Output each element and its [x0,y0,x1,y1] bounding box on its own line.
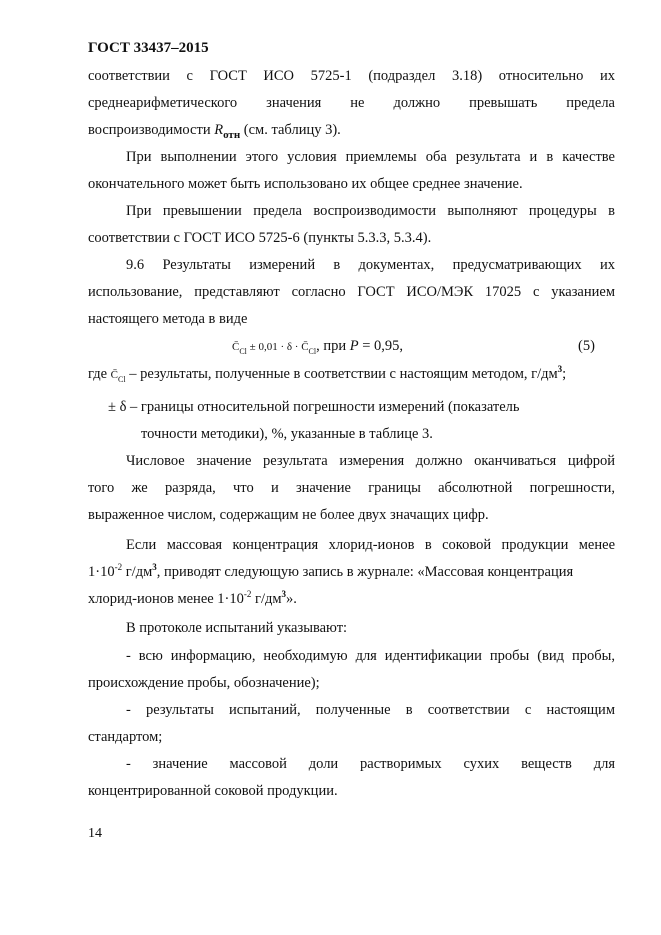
list-item: - результаты испытаний, полученные в соответствии с настоящим [126,702,615,718]
formula-value: = 0,95, [358,338,404,354]
page-number: 14 [88,826,102,841]
list-item-continuation: стандартом; [88,729,163,745]
text-fragment: воспроизводимости [88,122,215,138]
symbol-subscript: отн [223,128,241,141]
text-fragment: г/дм [251,591,282,607]
text-line: Числовое значение результата измерения должно оканчиваться цифрой [126,453,615,469]
text-line: соответствии с ГОСТ ИСО 5725-6 (пункты 5.3.3, 5.3.4). [88,230,432,246]
superscript: 3 [281,589,287,600]
list-item-continuation: происхождение пробы, обозначение); [88,675,320,691]
text-fragment: хлорид-ионов менее 1·10 [88,591,244,607]
text-fragment: 1·10 [88,564,115,580]
text-line: В протоколе испытаний указывают: [126,620,348,636]
text-fragment: ; [562,366,567,382]
definition-line [88,365,615,389]
text-line [88,590,615,608]
definition-line: ± δ – границы относительной погрешности измерений (показатель [108,399,520,415]
text-line: использование, представляют согласно ГОСТ ИСО/МЭК 17025 с указанием [88,284,615,300]
text-fragment: где [88,366,111,382]
text-line [88,121,615,144]
list-item: - всю информацию, необходимую для идентификации пробы (вид пробы, [126,648,615,664]
formula-symbol: C̄ [301,341,309,353]
formula-number: (5) [578,338,595,354]
text-fragment: – результаты, полученные в соответствии с настоящим методом, г/дм [125,366,558,382]
formula [232,338,403,356]
superscript: 3 [557,364,563,375]
formula-p: P [349,338,359,354]
formula-text: , при [316,338,350,354]
text-fragment: (см. таблицу 3). [240,122,341,138]
symbol-r: R [214,122,224,138]
text-line: среднеарифметического значения не должно превышать предела [88,95,615,111]
list-item: - значение массовой доли растворимых сухих веществ для [126,756,615,772]
text-line: того же разряда, что и значение границы абсолютной погрешности, [88,480,615,496]
superscript: -2 [243,589,252,600]
text-line: настоящего метода в виде [88,311,248,327]
definition-line: точности методики), %, указанные в таблице 3. [141,426,433,442]
text-fragment: г/дм [122,564,153,580]
superscript: -2 [114,562,123,573]
list-item-continuation: концентрированной соковой продукции. [88,783,338,799]
formula-subscript: Cl [239,346,247,356]
text-line [88,563,615,581]
text-line: окончательного может быть использовано их общее среднее значение. [88,176,523,192]
text-line: 9.6 Результаты измерений в документах, предусматривающих их [126,257,615,273]
text-line: выраженное числом, содержащим не более двух значащих цифр. [88,507,489,523]
text-fragment: , приводят следующую запись в журнале: «Массовая концентрация [156,564,574,580]
text-line: соответствии с ГОСТ ИСО 5725-1 (подраздел 3.18) относительно их [88,68,615,84]
text-line: При превышении предела воспроизводимости выполняют процедуры в [126,203,615,219]
formula-subscript: Cl [308,346,317,356]
formula-symbol: C̄ [232,341,240,353]
text-fragment: ». [286,591,297,607]
text-line: При выполнении этого условия приемлемы оба результата и в качестве [126,149,615,165]
text-line: Если массовая концентрация хлорид-ионов в соковой продукции менее [126,537,615,553]
superscript: 3 [152,562,157,573]
formula-operator: ± 0,01 · δ · [246,341,302,353]
formula-symbol: C̄ [110,369,119,381]
formula-subscript: Cl [118,374,126,384]
document-header: ГОСТ 33437–2015 [88,40,209,56]
